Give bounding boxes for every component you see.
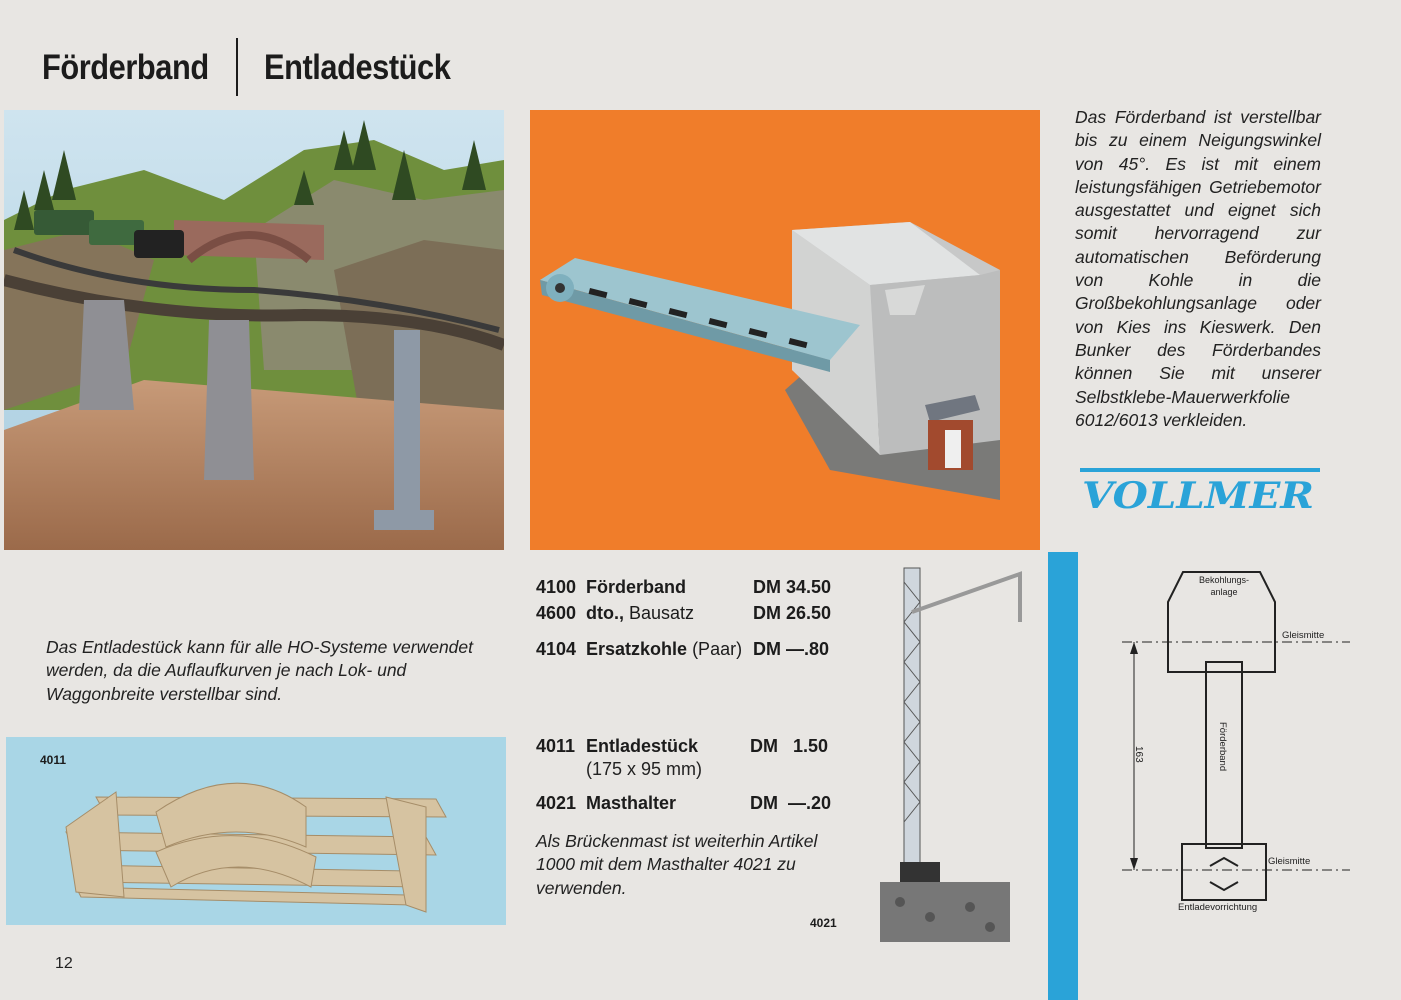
price-4100: DM 34.50	[753, 577, 832, 597]
item-code: 4100	[536, 577, 577, 597]
unloader-product-photo	[6, 737, 506, 925]
diagram-track-center-top: Gleismitte	[1282, 630, 1325, 641]
item-name: Entladestück	[586, 736, 699, 756]
accent-bar	[1048, 552, 1078, 1000]
diagram-belt-label: Förderband	[1217, 722, 1228, 772]
price-row-4104: 4104 Ersatzkohle (Paar)	[536, 639, 743, 659]
brand-name: VOLLMER	[1082, 475, 1314, 514]
item-name: Masthalter	[586, 793, 677, 813]
item-name: dto.,	[586, 603, 624, 623]
conveyor-description: Das Förderband ist verstellbar bis zu einem Neigungswinkel von 45°. Es ist mit einem leistungsfähigen Getriebemotor ausgestattet und eignet sich somit hervorragend zur automatischen Beförderung von Kohle in die Großbekohlungsanlage oder von Kies ins Kieswerk. Den Bunker des Förderbandes können Sie mit unserer Selbstklebe-Mauerwerkfolie 6012/6013 verkleiden.	[1075, 107, 1321, 430]
item-code: 4021	[536, 793, 577, 813]
bridge-layout-photo	[4, 110, 504, 550]
conveyor-product-photo	[530, 110, 1040, 550]
price-4021: DM —.20	[750, 793, 832, 813]
title-divider	[236, 38, 238, 96]
unloader-code: 4011	[40, 753, 67, 767]
item-code: 4104	[536, 639, 577, 659]
item-name: Ersatzkohle	[586, 639, 688, 659]
bridge-mast-note: Als Brückenmast ist weiterhin Artikel 1000 mit dem Masthalter 4021 zu verwenden.	[536, 831, 818, 898]
item-4011-dimensions: (175 x 95 mm)	[586, 759, 703, 779]
diagram-box-label: Bekohlungs- anlage	[1198, 575, 1250, 597]
mast-code: 4021	[810, 916, 837, 930]
diagram-unloader-label: Entladevorrichtung	[1178, 902, 1258, 913]
mast-holder-illustration	[810, 562, 1040, 942]
price-4104: DM —.80	[753, 639, 830, 659]
item-code: 4600	[536, 603, 577, 623]
page-number: 12	[55, 955, 73, 972]
price-row-4100	[536, 577, 686, 598]
price-row-4011	[536, 736, 698, 757]
diagram-dimension: 163	[1133, 746, 1144, 763]
price-4011: DM 1.50	[750, 736, 829, 756]
price-4600: DM 26.50	[753, 603, 832, 623]
title-unloader: Entladestück	[264, 48, 451, 87]
diagram-track-center-bottom: Gleismitte	[1268, 856, 1311, 867]
unloader-description: Das Entladestück kann für alle HO-Systeme verwendet werden, da die Auflaufkurven je nach Lok- und Waggonbreite verstellbar sind.	[46, 637, 473, 704]
item-name: Förderband	[586, 577, 687, 597]
price-row-4600: 4600 dto., Bausatz	[536, 603, 695, 623]
item-code: 4011	[536, 736, 576, 756]
vollmer-logo	[1080, 468, 1320, 514]
price-row-4021	[536, 793, 676, 814]
title-conveyor: Förderband	[42, 48, 209, 87]
conveyor-diagram	[1110, 566, 1360, 916]
